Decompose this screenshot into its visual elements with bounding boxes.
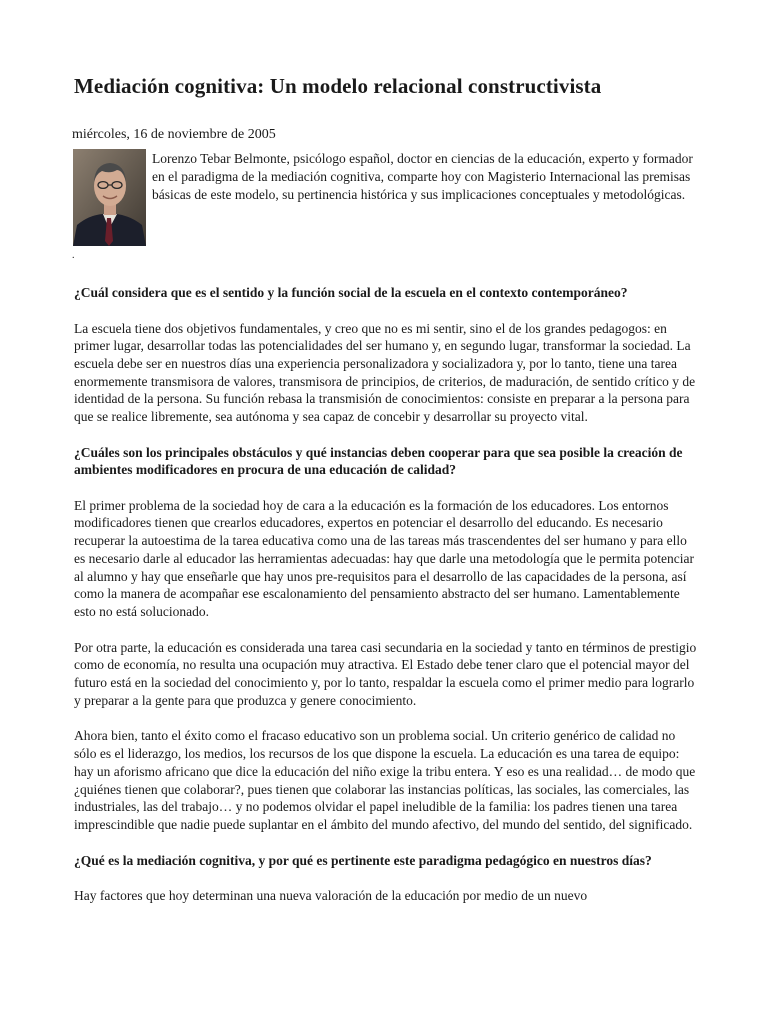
answer-1: La escuela tiene dos objetivos fundamentales, y creo que no es mi sentir, sino el de los grandes pedagogos: en primer lugar, desarrollar todas las potencialidades del ser humano y, en segundo lugar, transformar la sociedad. La escuela debe ser en nuestros días una experiencia personalizadora y socializadora y, por lo tanto, tiene una tarea enormemente transmisora de valores, transmisora de principios, de criterios, de maduración, de sentido crítico y de identidad de la persona. Su función rebasa la transmisión de conocimientos: consiste en preparar a la persona para que se realice libremente, sea autónoma y sea capaz de concebir y desarrollar su proyecto vital.: [74, 320, 696, 425]
question-1: ¿Cuál considera que es el sentido y la función social de la escuela en el contexto contemporáneo?: [74, 285, 628, 300]
question-3: ¿Qué es la mediación cognitiva, y por qué es pertinente este paradigma pedagógico en nuestros días?: [74, 852, 652, 868]
article-title: Mediación cognitiva: Un modelo relacional constructivista: [74, 74, 602, 98]
answer-2-paragraph-3: Ahora bien, tanto el éxito como el fracaso educativo son un problema social. Un criterio genérico de calidad no sólo es el liderazgo, los medios, los recursos de los que dispone la escuela. La educación es una tarea de equipo: hay un aforismo africano que dice la educación del niño exige la tribu entera. Y eso es una realidad… de modo que ¿quiénes tienen que colaborar?, pues tienen que colaborar las instancias políticas, las sociales, las comerciales, las industriales, las del trabajo… y no podemos olvidar el papel ineludible de la familia: los padres tienen una tarea imprescindible que nadie puede suplantar en el ámbito del mundo afectivo, del mundo del sentido, del significado.: [74, 728, 696, 832]
separator-dot: .: [72, 250, 75, 261]
author-photo: [73, 149, 146, 246]
answer-2-paragraph-1: El primer problema de la sociedad hoy de cara a la educación es la formación de los educadores. Los entornos modificadores tienen que crearlos educadores, expertos en potenciar el desarrollo del educando. Es necesario recuperar la autoestima de la tarea educativa como una de las tareas más trascendentes del ser humano y para ello es necesario darle al educador las herramientas adecuadas: hay que darle una metodología que le permita potenciar al alumno y hay que enseñarle que hay unos pre-requisitos para el desarrollo de las capacidades de la persona, así como la manera de acompañar ese escalonamiento del pensamiento abstracto del ser humano. Lamentablemente esto no está solucionado.: [74, 497, 694, 619]
answer-2-paragraph-2: Por otra parte, la educación es considerada una tarea casi secundaria en la sociedad y tanto en términos de prestigio como de economía, no resulta una ocupación muy atractiva. El Estado debe tener claro que el potencial mayor del futuro está en la sociedad del conocimiento y, por lo tanto, respaldar la escuela como el primer medio para lograrlo y preparar a la gente para que produzca y genere conocimiento.: [74, 639, 697, 708]
article-body: [74, 284, 698, 923]
author-intro: Lorenzo Tebar Belmonte, psicólogo español, doctor en ciencias de la educación, experto y formador en el paradigma de la mediación cognitiva, comparte hoy con Magisterio Internacional las premisas básicas de este modelo, su pertinencia histórica y sus implicaciones conceptuales y metodológicas.: [152, 151, 693, 203]
post-date: miércoles, 16 de noviembre de 2005: [72, 127, 276, 142]
question-2: ¿Cuáles son los principales obstáculos y qué instancias deben cooperar para que sea posible la creación de ambientes modificadores en procura de una educación de calidad?: [74, 444, 683, 478]
answer-3-start: Hay factores que hoy determinan una nueva valoración de la educación por medio de un nuevo: [74, 888, 588, 904]
